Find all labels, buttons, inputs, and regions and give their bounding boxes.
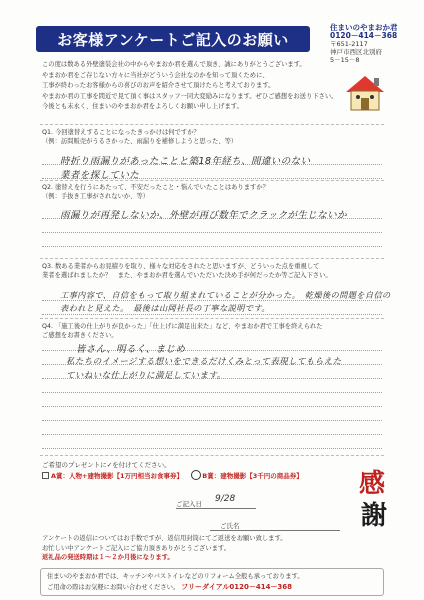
question-text: Q2. 塗替えを行うにあたって、不安だったこと・悩んでいたことはありますか？ <box>42 184 269 191</box>
present-section <box>42 460 342 481</box>
kansha-char-1: 感 <box>359 469 386 499</box>
intro-line: 今後とも末永く、住まいのやまおか君をよろしくお願い申し上げます。 <box>42 103 243 111</box>
page-title: お客様アンケートご記入のお願い <box>36 26 310 52</box>
answer-3-line-2: 表われと見えた。 最後は山岡社長の丁寧な説明です。 <box>60 303 270 313</box>
note-line-emphasis: 返礼品の発送時期は１～２か月後になります。 <box>42 554 174 561</box>
answer-1-line-1: 時折り雨漏りがあったことと築18年経ち、間違いのない <box>60 156 311 167</box>
footer-line: ご用命の際はお気軽にお問い合わせください。 <box>47 584 180 591</box>
answer-4-line-1: 皆さん、明るく、まじめ <box>76 344 186 355</box>
question-hint: （例：手抜き工事がされないか、等） <box>42 193 150 200</box>
question-hint: （例：訪問販売がうるさかった、雨漏りを補修しようと思った、等） <box>42 138 238 145</box>
date-field[interactable]: 9/28 <box>215 494 236 504</box>
divider <box>40 318 384 319</box>
company-phone: 0120－414－368 <box>330 31 398 40</box>
answer-1-line-2: 業者を探していた <box>60 170 140 181</box>
question-1 <box>42 128 382 146</box>
present-b-label: B賞：建物撮影【3千円の商品券】 <box>202 472 303 480</box>
present-b-checkbox[interactable] <box>191 470 201 480</box>
intro-line: やまおか君をご存じない方々に当社がどういう会社なのかを知って頂くために、 <box>42 71 269 79</box>
company-info <box>330 24 420 64</box>
answer-3-line-1: 工事内容で、自信をもって取り組まれていることが分かった。 乾燥後の問題を自信の <box>60 290 391 300</box>
answer-4-line-3: ていねいな仕上がりに満足しています。 <box>66 371 226 381</box>
intro-line: やまおか君の工事を間近で見て頂く事はスタッフ一同大変励みになります。ぜひご感想をお送り下さい。 <box>42 92 338 100</box>
date-underline <box>176 508 256 509</box>
footer-line: 住まいのやまおか君では、キッチンやバストイレなどのリフォーム全般も承っております。 <box>47 573 304 580</box>
date-label: ご記入日 <box>176 500 202 508</box>
present-a-checkbox[interactable] <box>42 472 49 479</box>
kansha-calligraphy-icon <box>355 462 395 532</box>
question-4 <box>42 322 382 340</box>
divider <box>40 180 384 181</box>
answer-4-line-2: 私たちのイメージする想いをできるだけくみとって表現してもらえた <box>66 357 342 367</box>
intro-line: この度は数ある外壁塗装会社の中からやまおか君を選んで頂き、誠にありがとうございます。 <box>42 61 306 68</box>
company-address-1: 神戸市西区北別府 <box>330 48 382 56</box>
question-text: Q3. 数ある業者からお見積りを取り、様々な対応をされたと思いますが、どういった点を重視して <box>42 263 320 270</box>
divider <box>40 124 384 125</box>
question-hint: 業者を選ばれましたか？ また、やまおか君を選んでいただいた決め手が何だったか等ご記入下さい。 <box>42 272 332 279</box>
company-postal: 〒651-2117 <box>330 40 368 48</box>
return-notes <box>42 534 362 563</box>
company-name: 住まいのやまおか君 <box>330 23 398 32</box>
answer-2-line-1: 雨漏りが再発しないか、外壁が再び数年でクラックが生じないか <box>60 210 347 221</box>
company-address-2: 5－15－8 <box>330 56 360 64</box>
question-3 <box>42 262 382 280</box>
note-line: アンケートの返信についてはお手数ですが、返信用封筒にてご返送をお願い致します。 <box>42 535 287 542</box>
divider <box>40 258 384 259</box>
divider <box>40 455 384 456</box>
question-text: Q1. 今回塗替えすることになったきっかけは何ですか？ <box>42 129 200 136</box>
name-field[interactable] <box>210 530 340 531</box>
footer-info <box>40 568 384 596</box>
present-instruction: ご希望のプレゼントに✓を付けてください。 <box>42 461 171 469</box>
question-text: Q4. 「施工後の仕上がりが良かった」「仕上げに満足出来た」など、やまおか君で工事を終えられた <box>42 323 323 330</box>
kansha-char-2: 謝 <box>361 501 388 531</box>
question-hint: ご感想をお書きください。 <box>42 332 118 339</box>
name-label: ご氏名 <box>220 522 240 530</box>
note-line: お忙しい中アンケートご記入にご協力頂きありがとうございます。 <box>42 544 231 552</box>
question-2 <box>42 183 382 201</box>
house-mascot-icon <box>344 74 386 112</box>
intro-line: 工事が終わったお客様からの喜びのお声を紹介させて頂けたらと考えております。 <box>42 82 275 90</box>
present-a-label: A賞：人物+建物撮影【1万円相当お食事券】 <box>51 472 183 480</box>
intro-text <box>42 60 348 113</box>
footer-phone: フリーダイアル0120－414－368 <box>181 583 293 591</box>
